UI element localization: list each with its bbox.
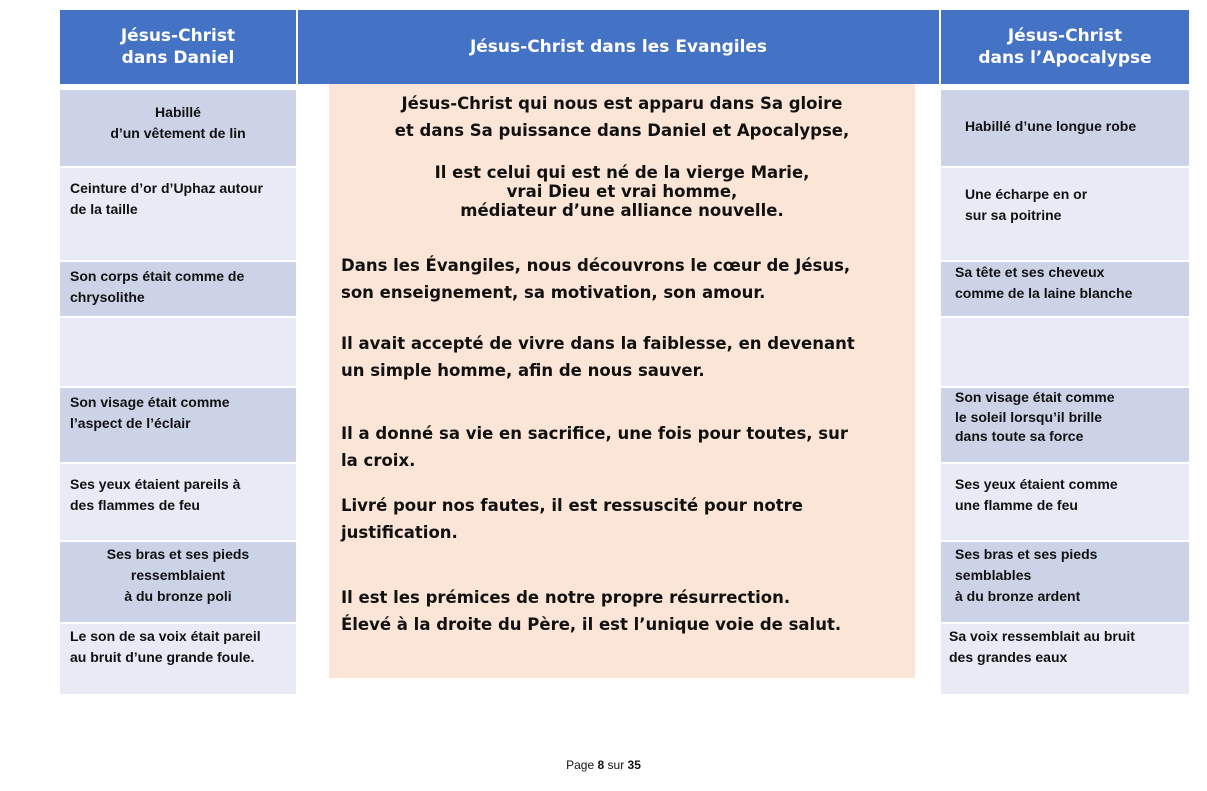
daniel-cell: Ceinture d’or d’Uphaz autour de la taille xyxy=(60,168,296,260)
header-apocalypse: Jésus-Christ dans l’Apocalypse xyxy=(941,10,1189,84)
footer-prefix: Page xyxy=(566,758,595,772)
apocalypse-cell: Son visage était comme le soleil lorsqu’il brille dans toute sa force xyxy=(941,388,1189,462)
evangiles-paragraph: Jésus-Christ qui nous est apparu dans Sa gloire et dans Sa puissance dans Daniel et Apocalypse, xyxy=(394,94,850,141)
evangiles-paragraph: Il est les prémices de notre propre résurrection. Élevé à la droite du Père, il est l’unique voie de salut. xyxy=(341,588,842,635)
apocalypse-cell: Habillé d’une longue robe xyxy=(941,90,1189,166)
evangiles-paragraph: Dans les Évangiles, nous découvrons le cœur de Jésus, son enseignement, sa motivation, son amour. xyxy=(341,256,851,303)
apocalypse-cell: Sa tête et ses cheveux comme de la laine blanche xyxy=(941,262,1189,316)
footer-middle: sur xyxy=(607,758,625,772)
page-footer xyxy=(0,758,1207,772)
footer-current-page: 8 xyxy=(597,758,605,772)
apocalypse-cell: Une écharpe en or sur sa poitrine xyxy=(941,168,1189,260)
daniel-cell: Son corps était comme de chrysolithe xyxy=(60,262,296,316)
evangiles-panel xyxy=(329,84,915,678)
daniel-cell: Habillé d’un vêtement de lin xyxy=(60,90,296,166)
apocalypse-cell: Ses bras et ses pieds semblables à du bronze ardent xyxy=(941,542,1189,622)
apocalypse-cell: Sa voix ressemblait au bruit des grandes eaux xyxy=(941,624,1189,694)
apocalypse-cell: Ses yeux étaient comme une flamme de feu xyxy=(941,464,1189,540)
footer-total-pages: 35 xyxy=(627,758,641,772)
evangiles-paragraph: Il avait accepté de vivre dans la faiblesse, en devenant un simple homme, afin de nous sauver. xyxy=(341,334,855,381)
evangiles-paragraph: Il a donné sa vie en sacrifice, une fois pour toutes, sur la croix. xyxy=(341,424,848,471)
evangiles-paragraph: Livré pour nos fautes, il est ressuscité pour notre justification. xyxy=(341,496,803,543)
daniel-cell-empty xyxy=(60,318,296,386)
daniel-cell: Le son de sa voix était pareil au bruit d’une grande foule. xyxy=(60,624,296,694)
daniel-cell: Son visage était comme l’aspect de l’éclair xyxy=(60,388,296,462)
header-daniel: Jésus-Christ dans Daniel xyxy=(60,10,296,84)
daniel-cell: Ses yeux étaient pareils à des flammes de feu xyxy=(60,464,296,540)
header-evangiles: Jésus-Christ dans les Evangiles xyxy=(298,10,939,84)
daniel-cell: Ses bras et ses pieds ressemblaient à du bronze poli xyxy=(60,542,296,622)
apocalypse-cell-empty xyxy=(941,318,1189,386)
evangiles-paragraph: Il est celui qui est né de la vierge Marie, vrai Dieu et vrai homme, médiateur d’une alliance nouvelle. xyxy=(434,163,810,220)
